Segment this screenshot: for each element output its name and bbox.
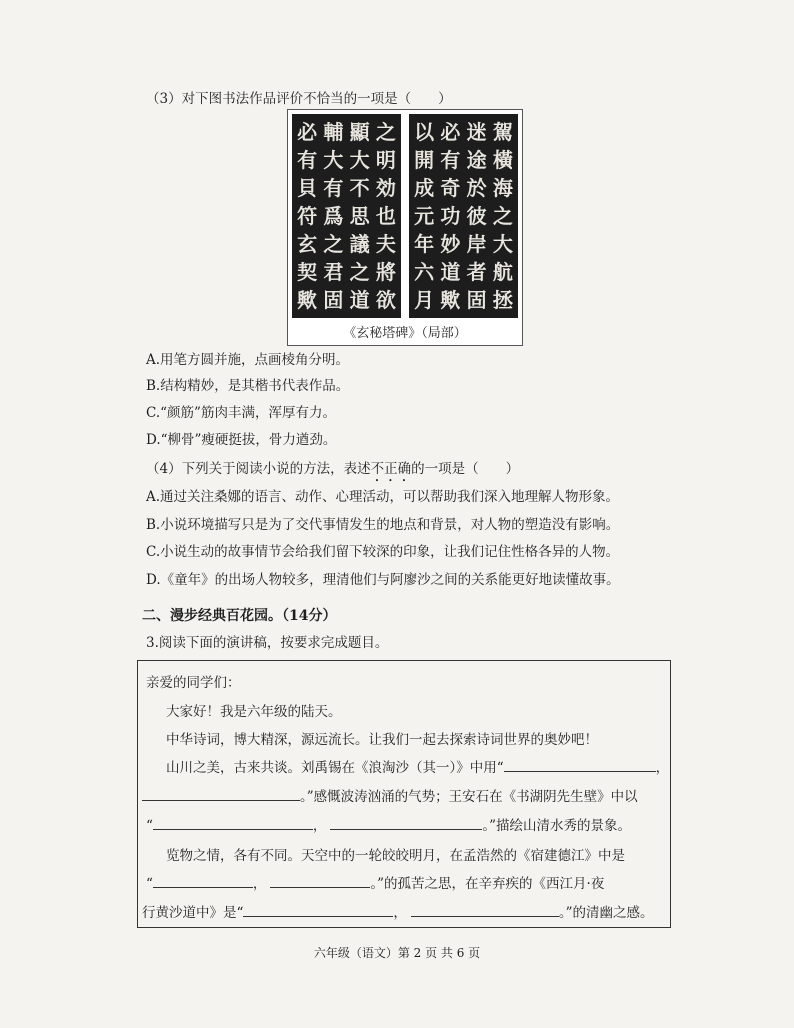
calligraphy-character: 大 xyxy=(349,148,370,172)
speech-paragraph-1: 大家好！我是六年级的陆天。 xyxy=(166,704,342,720)
page-footer: 六年级（语文）第 2 页 共 6 页 xyxy=(313,946,481,960)
calligraphy-character: 道 xyxy=(440,260,461,284)
calligraphy-character: 海 xyxy=(492,176,513,200)
calligraphy-character: 成 xyxy=(414,176,435,200)
speech-p4-comma-1: ， xyxy=(252,876,267,892)
calligraphy-character: 以 xyxy=(414,120,435,144)
speech-paragraph-3-line-1 xyxy=(166,756,669,776)
calligraphy-character: 駕 xyxy=(492,120,513,144)
q3-prefix: （3）对下图书法作品评价 xyxy=(146,91,304,107)
calligraphy-character: 途 xyxy=(466,148,487,172)
blank-6[interactable] xyxy=(270,875,370,888)
speech-paragraph-3-line-3 xyxy=(146,814,631,834)
calligraphy-character: 有 xyxy=(440,148,461,172)
blank-4[interactable] xyxy=(330,817,482,830)
calligraphy-character: 奇 xyxy=(440,176,461,200)
blank-8[interactable] xyxy=(411,904,559,917)
calligraphy-column xyxy=(412,114,437,318)
speech-paragraph-2: 中华诗词，博大精深，源远流长。让我们一起去探索诗词世界的奥妙吧！ xyxy=(166,732,598,748)
calligraphy-character: 橫 xyxy=(492,148,513,172)
q3-option-a: A.用笔方圆并施，点画棱角分明。 xyxy=(146,352,350,368)
calligraphy-character: 君 xyxy=(323,260,344,284)
calligraphy-character: 符 xyxy=(297,204,318,228)
calligraphy-character: 之 xyxy=(375,120,396,144)
q4-option-d: D.《童年》的出场人物较多，理清他们与阿廖沙之间的关系能更好地读懂故事。 xyxy=(146,572,620,588)
speech-p4-text-3: 行黄沙道中》是“ xyxy=(142,905,244,921)
q4-option-a: A.通过关注桑娜的语言、动作、心理活动，可以帮助我们深入地理解人物形象。 xyxy=(146,489,620,505)
question-5-intro: 3.阅读下面的演讲稿，按要求完成题目。 xyxy=(146,635,389,651)
rubbing-right-panel xyxy=(409,114,518,318)
calligraphy-column xyxy=(438,114,463,318)
calligraphy-character: 於 xyxy=(466,176,487,200)
calligraphy-character: 岸 xyxy=(466,232,487,256)
calligraphy-column xyxy=(490,114,515,318)
calligraphy-column xyxy=(347,114,372,318)
question-4 xyxy=(146,460,519,485)
rubbing-left-panel xyxy=(292,114,401,318)
calligraphy-character: 爲 xyxy=(323,204,344,228)
calligraphy-character: 夫 xyxy=(375,232,396,256)
speech-paragraph-3-line-2 xyxy=(142,785,638,805)
calligraphy-character: 大 xyxy=(323,148,344,172)
speech-paragraph-4-line-1: 览物之情，各有不同。天空中的一轮皎皎明月，在孟浩然的《宿建德江》中是 xyxy=(166,848,625,864)
calligraphy-character: 必 xyxy=(440,120,461,144)
calligraphy-character: 不 xyxy=(349,176,370,200)
calligraphy-character: 拯 xyxy=(492,288,513,312)
q4-prefix: （4）下列关于阅读小说的方法，表述 xyxy=(146,461,371,477)
speech-paragraph-4-line-2 xyxy=(146,872,604,892)
calligraphy-character: 顯 xyxy=(349,120,370,144)
q4-option-b: B.小说环境描写只是为了交代事情发生的地点和背景，对人物的塑造没有影响。 xyxy=(146,517,620,533)
speech-p4-text-2: 。”的孤苦之思，在辛弃疾的《西江月·夜 xyxy=(370,876,605,892)
calligraphy-character: 契 xyxy=(297,260,318,284)
calligraphy-column xyxy=(464,114,489,318)
calligraphy-character: 航 xyxy=(492,260,513,284)
calligraphy-column xyxy=(321,114,346,318)
calligraphy-character: 明 xyxy=(375,148,396,172)
calligraphy-character: 彼 xyxy=(466,204,487,228)
calligraphy-rubbing-image xyxy=(287,109,523,346)
calligraphy-character: 貝 xyxy=(297,176,318,200)
speech-p4-text-4: 。”的清幽之感。 xyxy=(558,905,654,921)
speech-box xyxy=(137,660,671,928)
calligraphy-character: 歟 xyxy=(297,288,318,312)
speech-p3-text-3: 。”描绘山清水秀的景象。 xyxy=(482,818,632,834)
q3-option-d: D.“柳骨”瘦硬挺拔，骨力遒劲。 xyxy=(146,432,337,448)
q3-emphasis: 不恰当 xyxy=(303,91,344,107)
blank-2[interactable] xyxy=(142,788,300,801)
section-2-heading: 二、漫步经典百花园。（14分） xyxy=(142,608,337,624)
calligraphy-character: 六 xyxy=(414,260,435,284)
blank-7[interactable] xyxy=(243,904,393,917)
blank-1[interactable] xyxy=(504,759,656,772)
speech-p4-open-quote: “ xyxy=(146,876,153,892)
calligraphy-character: 也 xyxy=(375,204,396,228)
calligraphy-character: 思 xyxy=(349,204,370,228)
blank-3[interactable] xyxy=(153,817,313,830)
calligraphy-character: 之 xyxy=(349,260,370,284)
speech-p3-comma-1: ， xyxy=(655,760,670,776)
calligraphy-character: 輔 xyxy=(323,120,344,144)
q3-suffix: 的一项是（ ） xyxy=(343,91,452,107)
q4-option-c: C.小说生动的故事情节会给我们留下较深的印象，让我们记住性格各异的人物。 xyxy=(146,544,620,560)
speech-p3-comma-2: ， xyxy=(312,818,327,834)
calligraphy-character: 有 xyxy=(297,148,318,172)
calligraphy-character: 欲 xyxy=(375,288,396,312)
calligraphy-character: 効 xyxy=(375,176,396,200)
calligraphy-character: 道 xyxy=(349,288,370,312)
speech-greeting: 亲爱的同学们： xyxy=(146,675,241,691)
calligraphy-character: 之 xyxy=(492,204,513,228)
calligraphy-character: 大 xyxy=(492,232,513,256)
calligraphy-column xyxy=(373,114,398,318)
calligraphy-character: 固 xyxy=(466,288,487,312)
speech-p3-text-2: 。”感慨波涛汹涌的气势；王安石在《书湖阴先生壁》中以 xyxy=(300,789,638,805)
calligraphy-character: 妙 xyxy=(440,232,461,256)
calligraphy-character: 開 xyxy=(414,148,435,172)
blank-5[interactable] xyxy=(153,875,253,888)
calligraphy-character: 功 xyxy=(440,204,461,228)
calligraphy-character: 必 xyxy=(297,120,318,144)
calligraphy-character: 年 xyxy=(414,232,435,256)
calligraphy-column xyxy=(295,114,320,318)
q4-emphasis: 不正确 xyxy=(370,461,412,477)
calligraphy-character: 固 xyxy=(323,288,344,312)
calligraphy-character: 元 xyxy=(414,204,435,228)
speech-p3-text-1: 山川之美，古来共谈。刘禹锡在《浪淘沙（其一）》中用“ xyxy=(166,760,504,776)
calligraphy-character: 歟 xyxy=(440,288,461,312)
speech-paragraph-4-line-3 xyxy=(142,901,654,921)
calligraphy-character: 月 xyxy=(414,288,435,312)
speech-p4-comma-2: ， xyxy=(393,905,407,921)
calligraphy-character: 迷 xyxy=(466,120,487,144)
q3-option-c: C.“颜筋”筋肉丰满，浑厚有力。 xyxy=(146,405,336,421)
calligraphy-character: 將 xyxy=(375,260,396,284)
calligraphy-character: 之 xyxy=(323,232,344,256)
q3-option-b: B.结构精妙，是其楷书代表作品。 xyxy=(146,378,350,394)
calligraphy-character: 玄 xyxy=(297,232,318,256)
calligraphy-character: 者 xyxy=(466,260,487,284)
q4-suffix: 的一项是（ ） xyxy=(411,461,520,477)
rubbing-caption: 《玄秘塔碑》（局部） xyxy=(343,326,467,341)
speech-p3-open-quote: “ xyxy=(146,818,153,834)
calligraphy-character: 有 xyxy=(323,176,344,200)
calligraphy-character: 議 xyxy=(349,232,370,256)
